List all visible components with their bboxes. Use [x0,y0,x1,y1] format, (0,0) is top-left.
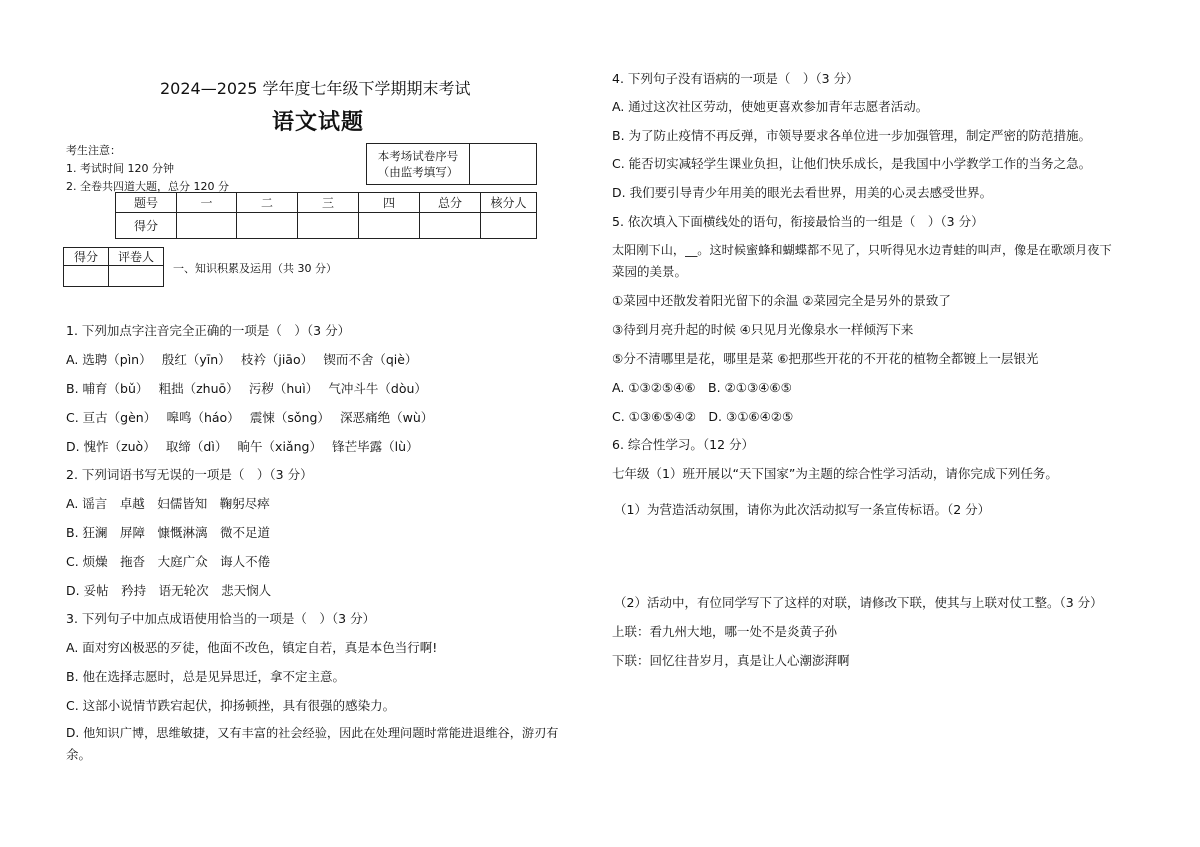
score-header-cell: 三 [298,193,359,213]
grader-box [63,247,164,287]
left-line: C. 亘古（gèn） 嗥鸣（háo） 震悚（sǒng） 深恶痛绝（wù） [66,410,434,425]
right-line: 5. 依次填入下面横线处的语句，衔接最恰当的一组是（ ）（3 分） [612,214,984,229]
q5-passage-line2: 菜园的美景。 [612,264,688,279]
exam-title: 2024—2025 学年度七年级下学期期末考试 [160,79,471,98]
score-header-cell: 二 [237,193,298,213]
score-row-label: 得分 [116,213,177,239]
grader-score-label: 得分 [64,248,109,266]
left-line: 3. 下列句子中加点成语使用恰当的一项是（ ）（3 分） [66,611,376,626]
left-line: 余。 [66,747,92,762]
score-cell[interactable] [237,213,298,239]
right-line: A. ①③②⑤④⑥ B. ②①③④⑥⑤ [612,380,792,395]
q6-sub2: （2）活动中，有位同学写下了这样的对联，请修改下联，使其与上联对仗工整。（3 分） [614,595,1103,610]
score-header-cell: 一 [177,193,237,213]
right-line: D. 我们要引导青少年用美的眼光去看世界，用美的心灵去感受世界。 [612,185,993,200]
score-cell[interactable] [359,213,420,239]
grader-score-cell[interactable] [64,266,109,287]
notice-heading: 考生注意： [66,144,121,157]
grader-name-label: 评卷人 [109,248,164,266]
left-line: A. 面对穷凶极恶的歹徒，他面不改色，镇定自若，真是本色当行啊! [66,640,438,655]
q5-passage-line1: 太阳刚下山，__。这时候蜜蜂和蝴蝶都不见了，只听得见水边青蛙的叫声，像是在歌颂月夜下 [612,243,1112,257]
right-line: C. ①③⑥⑤④② D. ③①⑥④②⑤ [612,409,794,424]
notice-item-1: 1. 考试时间 120 分钟 [66,162,174,175]
serial-input-cell[interactable] [470,144,537,185]
score-cell[interactable] [420,213,481,239]
score-table [115,192,537,239]
score-cell[interactable] [481,213,537,239]
right-line: 6. 综合性学习。（12 分） [612,437,755,452]
q6-sub1-answer-area[interactable] [614,520,1134,590]
left-line: B. 哺育（bǔ） 粗拙（zhuō） 污秽（huì） 气冲斗牛（dòu） [66,381,427,396]
left-line: C. 这部小说情节跌宕起伏，抑扬顿挫，具有很强的感染力。 [66,698,396,713]
section-1-title: 一、知识积累及运用（共 30 分） [173,262,337,275]
right-line: A. 通过这次社区劳动，使她更喜欢参加青年志愿者活动。 [612,99,929,114]
right-line: B. 为了防止疫情不再反弹，市领导要求各单位进一步加强管理，制定严密的防范措施。 [612,128,1092,143]
right-line: 4. 下列句子没有语病的一项是（ ）（3 分） [612,71,859,86]
serial-label [367,144,470,185]
left-line: D. 愧怍（zuò） 取缔（dì） 晌午（xiǎng） 锋芒毕露（lù） [66,439,419,454]
serial-number-box [366,143,537,185]
right-line: 七年级（1）班开展以“天下国家”为主题的综合性学习活动，请你完成下列任务。 [612,466,1058,481]
score-cell[interactable] [298,213,359,239]
left-line: A. 谣言 卓越 妇儒皆知 鞠躬尽瘁 [66,496,270,511]
score-header-cell: 总分 [420,193,481,213]
right-line: ①菜园中还散发着阳光留下的余温 ②菜园完全是另外的景致了 [612,293,951,308]
serial-label-line1: 本考场试卷序号 [377,149,459,163]
right-line: ③待到月亮升起的时候 ④只见月光像泉水一样倾泻下来 [612,322,914,337]
score-cell[interactable] [177,213,237,239]
left-line: 2. 下列词语书写无误的一项是（ ）（3 分） [66,467,313,482]
couplet-lower: 下联：回忆往昔岁月，真是让人心潮澎湃啊 [612,653,850,668]
left-line: C. 烦燥 拖沓 大庭广众 诲人不倦 [66,554,271,569]
q6-sub1: （1）为营造活动氛围，请你为此次活动拟写一条宣传标语。（2 分） [614,502,991,517]
notice-item-2: 2. 全卷共四道大题，总分 120 分 [66,180,229,193]
score-header-cell: 核分人 [481,193,537,213]
right-line: C. 能否切实减轻学生课业负担，让他们快乐成长，是我国中小学教学工作的当务之急。 [612,156,1092,171]
exam-subtitle: 语文试题 [272,110,365,135]
right-line: ⑤分不清哪里是花，哪里是菜 ⑥把那些开花的不开花的植物全都镀上一层银光 [612,351,1039,366]
left-line: A. 选聘（pìn） 殷红（yīn） 枝衿（jiāo） 锲而不舍（qiè） [66,352,418,367]
left-line: B. 狂澜 屏障 慷慨淋漓 微不足道 [66,525,271,540]
left-line: B. 他在选择志愿时，总是见异思迁，拿不定主意。 [66,669,346,684]
left-line: 1. 下列加点字注音完全正确的一项是（ ）（3 分） [66,323,351,338]
grader-name-cell[interactable] [109,266,164,287]
score-header-cell: 题号 [116,193,177,213]
score-header-cell: 四 [359,193,420,213]
left-line: D. 妥帖 矜持 语无轮次 悲天悯人 [66,583,272,598]
serial-label-line2: （由监考填写） [377,165,459,179]
couplet-upper: 上联：看九州大地，哪一处不是炎黄子孙 [612,624,838,639]
left-line: D. 他知识广博，思维敏捷，又有丰富的社会经验，因此在处理问题时常能进退维谷，游刃有 [66,726,559,740]
